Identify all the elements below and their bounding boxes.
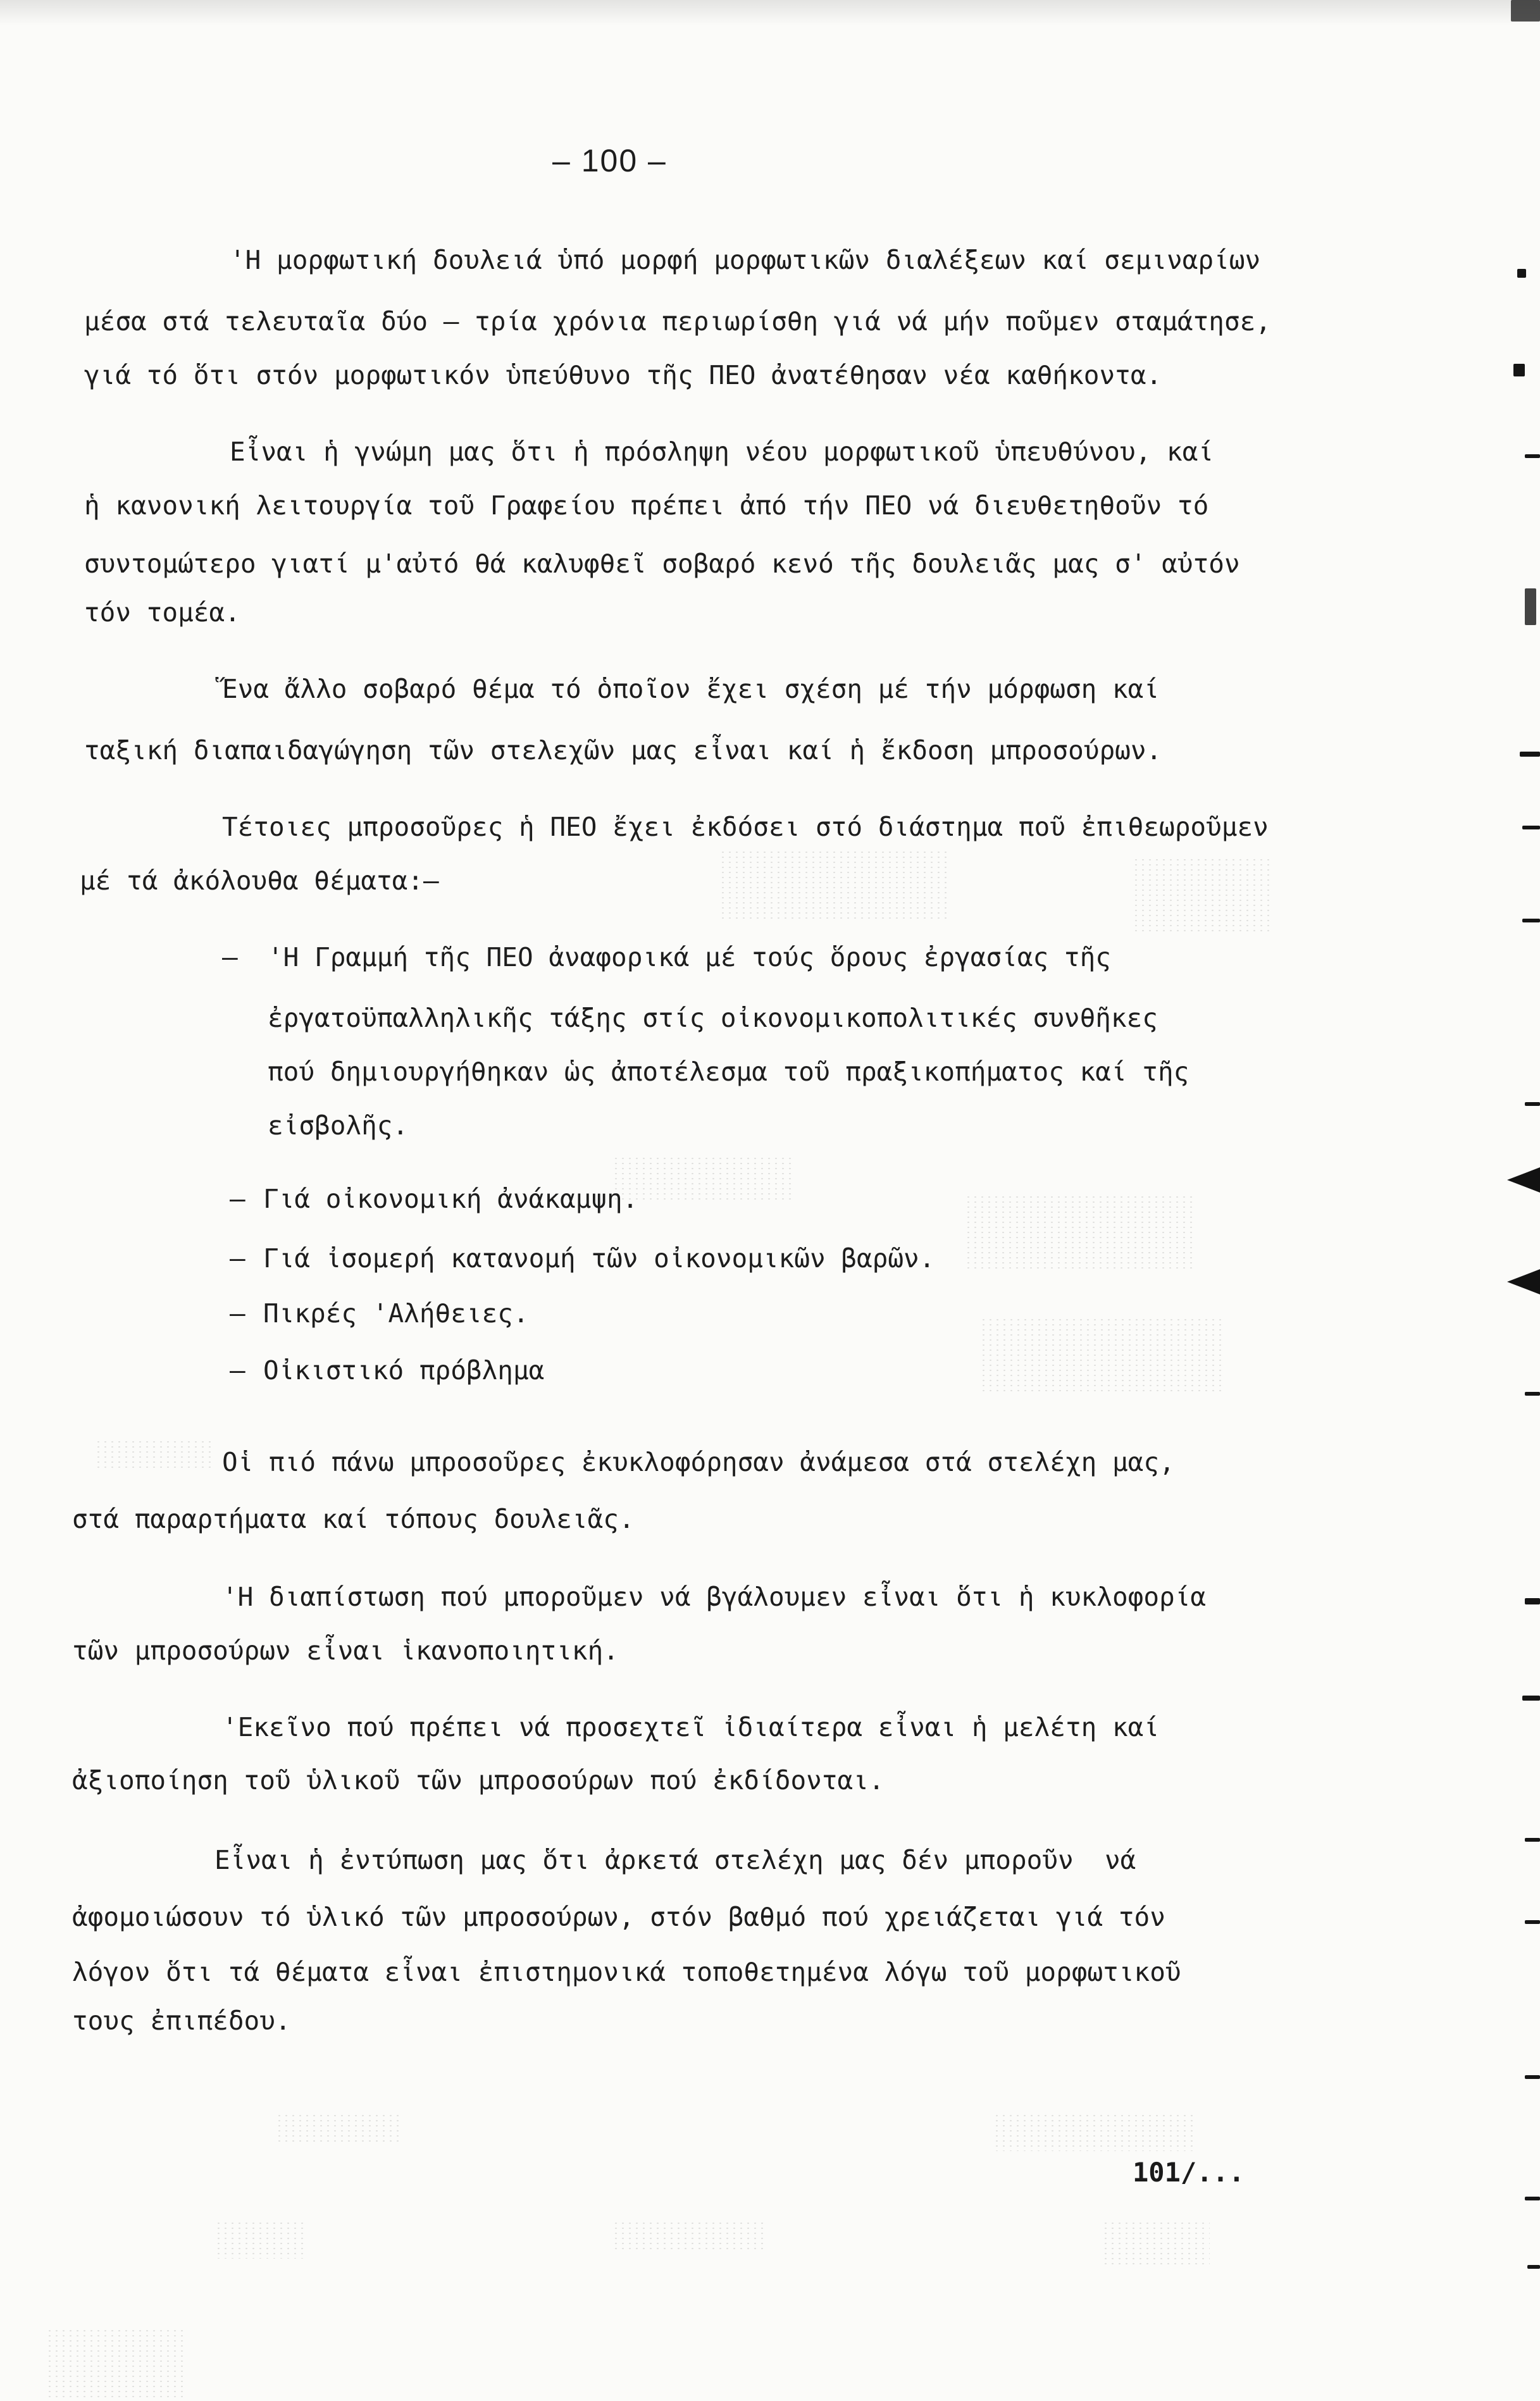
scan-speckle bbox=[1133, 857, 1272, 933]
scan-mark bbox=[1522, 826, 1540, 829]
list-item-line: εἰσβολῆς. bbox=[268, 1110, 409, 1141]
list-item-line: Γιά οἰκονομική ἀνάκαμψη. bbox=[263, 1184, 638, 1214]
paragraph-line: μέσα στά τελευταῖα δύο – τρία χρόνια περιωρίσθη γιά νά μήν ποῦμεν σταμάτησε, bbox=[84, 306, 1271, 337]
scan-mark bbox=[1507, 1269, 1540, 1294]
scan-mark bbox=[1525, 1838, 1540, 1842]
paragraph-line: συντομώτερο γιατί μ'αὐτό θά καλυφθεῖ σοβαρό κενό τῆς δουλειᾶς μας σ' αὐτόν bbox=[84, 549, 1240, 579]
list-marker: – bbox=[230, 1184, 245, 1214]
scan-speckle bbox=[95, 1439, 212, 1471]
scan-mark bbox=[1517, 269, 1526, 278]
scan-speckle bbox=[215, 2221, 307, 2259]
scan-mark bbox=[1522, 1696, 1540, 1701]
page-number: – 100 – bbox=[552, 143, 667, 178]
scan-mark bbox=[1525, 454, 1540, 458]
scan-mark bbox=[1525, 1392, 1540, 1396]
paragraph-line: Τέτοιες μπροσοῦρες ἡ ΠΕΟ ἔχει ἐκδόσει στό διάστημα ποῦ ἐπιθεωροῦμεν bbox=[222, 812, 1269, 842]
page-continuation: 101/... bbox=[1133, 2157, 1245, 2188]
paragraph-line: Εἶναι ἡ ἐντύπωση μας ὅτι ἀρκετά στελέχη μας δέν μποροῦν νά bbox=[214, 1845, 1136, 1875]
paragraph-line: Ἕνα ἄλλο σοβαρό θέμα τό ὁποῖον ἔχει σχέση μέ τήν μόρφωση καί bbox=[222, 674, 1160, 704]
list-item-line: Γιά ἰσομερή κατανομή τῶν οἰκονομικῶν βαρῶν. bbox=[263, 1243, 935, 1274]
scan-speckle bbox=[612, 2221, 766, 2252]
list-item-line: Πικρές 'Αλήθειες. bbox=[263, 1298, 529, 1329]
list-marker: – bbox=[222, 942, 238, 972]
list-item-line: ἐργατοϋπαλληλικῆς τάξης στίς οἰκονομικοπολιτικές συνθῆκες bbox=[268, 1003, 1158, 1033]
paragraph-line: λόγον ὅτι τά θέματα εἶναι ἐπιστημονικά τοποθετημένα λόγω τοῦ μορφωτικοῦ bbox=[72, 1957, 1181, 1987]
scan-mark bbox=[1525, 1102, 1540, 1106]
scan-speckle bbox=[993, 2113, 1196, 2151]
scan-speckle bbox=[46, 2328, 183, 2398]
paragraph-line: τῶν μπροσούρων εἶναι ἱκανοποιητική. bbox=[72, 1635, 619, 1666]
paragraph-line: Εἶναι ἡ γνώμη μας ὅτι ἡ πρόσληψη νέου μορφωτικοῦ ὑπευθύνου, καί bbox=[230, 437, 1214, 467]
paragraph-line: ἀξιοποίηση τοῦ ὑλικοῦ τῶν μπροσούρων πού ἐκδίδονται. bbox=[72, 1765, 885, 1796]
scan-mark bbox=[1507, 1167, 1540, 1193]
paragraph-line: γιά τό ὅτι στόν μορφωτικόν ὑπεύθυνο τῆς ΠΕΟ ἀνατέθησαν νέα καθήκοντα. bbox=[84, 360, 1162, 390]
paragraph-line: 'Η μορφωτική δουλειά ὑπό μορφή μορφωτικῶν διαλέξεων καί σεμιναρίων bbox=[230, 245, 1261, 275]
list-marker: – bbox=[230, 1243, 245, 1274]
scan-mark bbox=[1525, 1598, 1540, 1604]
paragraph-line: ταξική διαπαιδαγώγηση τῶν στελεχῶν μας εἶναι καί ἡ ἔκδοση μπροσούρων. bbox=[84, 735, 1162, 766]
paragraph-line: μέ τά ἀκόλουθα θέματα:– bbox=[80, 865, 439, 896]
list-marker: – bbox=[230, 1355, 245, 1386]
paragraph-line: 'Εκεῖνο πού πρέπει νά προσεχτεῖ ἰδιαίτερα εἶναι ἡ μελέτη καί bbox=[222, 1712, 1160, 1742]
scan-mark bbox=[1511, 0, 1540, 22]
paragraph-line: ἡ κανονική λειτουργία τοῦ Γραφείου πρέπει ἀπό τήν ΠΕΟ νά διευθετηθοῦν τό bbox=[84, 490, 1209, 521]
paragraph-line: τους ἐπιπέδου. bbox=[72, 2006, 291, 2036]
scan-speckle bbox=[1102, 2221, 1210, 2265]
paragraph-line: στά παραρτήματα καί τόπους δουλειᾶς. bbox=[72, 1504, 635, 1534]
paragraph-line: 'Η διαπίστωση πού μποροῦμεν νά βγάλουμεν εἶναι ὅτι ἡ κυκλοφορία bbox=[222, 1582, 1207, 1612]
paragraph-line: τόν τομέα. bbox=[84, 597, 240, 628]
scan-mark bbox=[1525, 1920, 1540, 1924]
scan-speckle bbox=[276, 2113, 399, 2145]
scan-mark bbox=[1525, 2197, 1540, 2200]
list-item-line: πού δημιουργήθηκαν ὡς ἀποτέλεσμα τοῦ πραξικοπήματος καί τῆς bbox=[268, 1057, 1189, 1087]
list-item-line: Οἰκιστικό πρόβλημα bbox=[263, 1355, 545, 1386]
scan-speckle bbox=[612, 1156, 796, 1201]
list-item-line: 'Η Γραμμή τῆς ΠΕΟ ἀναφορικά μέ τούς ὅρους ἐργασίας τῆς bbox=[268, 942, 1111, 972]
scan-speckle bbox=[719, 850, 947, 919]
scan-mark bbox=[1520, 752, 1540, 757]
scan-top-shadow bbox=[0, 0, 1540, 25]
scan-mark bbox=[1525, 588, 1536, 625]
scan-mark bbox=[1525, 2075, 1540, 2079]
paragraph-line: ἀφομοιώσουν τό ὑλικό τῶν μπροσούρων, στόν βαθμό πού χρειάζεται γιά τόν bbox=[72, 1902, 1165, 1932]
scan-speckle bbox=[980, 1317, 1225, 1392]
scan-mark bbox=[1513, 364, 1525, 376]
scan-mark bbox=[1527, 2265, 1540, 2269]
scan-mark bbox=[1522, 919, 1540, 922]
paragraph-line: Οἱ πιό πάνω μπροσοῦρες ἐκυκλοφόρησαν ἀνάμεσα στά στελέχη μας, bbox=[222, 1447, 1175, 1477]
list-marker: – bbox=[230, 1298, 245, 1329]
scan-speckle bbox=[965, 1194, 1195, 1270]
